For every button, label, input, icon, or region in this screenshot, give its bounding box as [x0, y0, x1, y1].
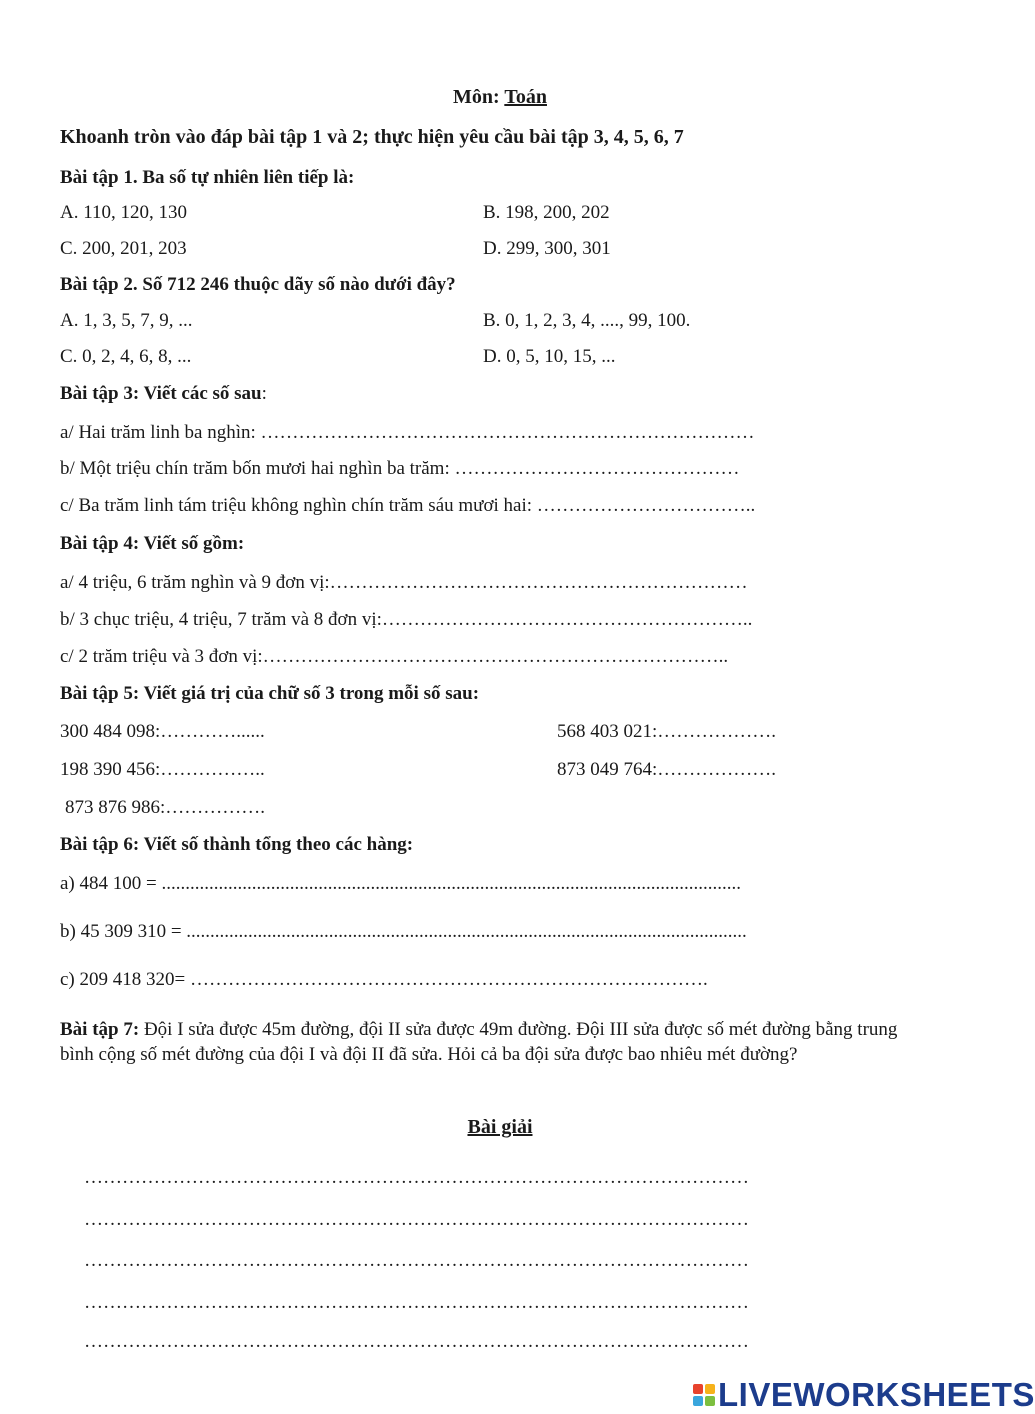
ex6-item-a[interactable]: a) 484 100 = .......................................................................................................................... [60, 873, 741, 894]
solution-line-5[interactable]: …………………………………………………………………………………………… [84, 1331, 749, 1352]
ex7-paragraph [60, 1017, 935, 1067]
ex3-item-a[interactable]: a/ Hai trăm linh ba nghìn: …………………………………………………………………… [60, 422, 755, 443]
instruction: Khoanh tròn vào đáp bài tập 1 và 2; thực hiện yêu cầu bài tập 3, 4, 5, 6, 7 [60, 126, 684, 148]
ex3-title-rest: Viết các số sau [139, 383, 262, 404]
logo-square-3 [693, 1396, 703, 1406]
ex5-item-5[interactable]: 873 876 986:……………. [65, 797, 266, 818]
ex3-title [60, 383, 267, 405]
subject-heading [0, 86, 1000, 109]
ex7-title: Bài tập 7: [60, 1019, 140, 1040]
ex5-item-2[interactable]: 568 403 021:………………. [557, 721, 777, 742]
liveworksheets-brand: LIVEWORKSHEETS [718, 1376, 1035, 1413]
ex2-title: Bài tập 2. Số 712 246 thuộc dãy số nào dưới đây? [60, 274, 456, 295]
logo-square-4 [705, 1396, 715, 1406]
ex4-item-a[interactable]: a/ 4 triệu, 6 trăm nghìn và 9 đơn vị:………………………………………………………… [60, 572, 748, 593]
ex4-item-c[interactable]: c/ 2 trăm triệu và 3 đơn vị:……………………………………………………………….. [60, 646, 729, 667]
ex2-option-a[interactable]: A. 1, 3, 5, 7, 9, ... [60, 310, 193, 331]
ex1-option-b[interactable]: B. 198, 200, 202 [483, 202, 610, 223]
ex3-item-b[interactable]: b/ Một triệu chín trăm bốn mươi hai nghìn ba trăm: ……………………………………… [60, 458, 740, 479]
solution-line-1[interactable]: …………………………………………………………………………………………… [84, 1167, 749, 1188]
ex5-item-1[interactable]: 300 484 098:…………...... [60, 721, 265, 742]
ex1-option-c[interactable]: C. 200, 201, 203 [60, 238, 187, 259]
ex4-title: Bài tập 4: Viết số gồm: [60, 533, 245, 554]
subject-label: Môn: [453, 86, 500, 108]
ex1-option-d[interactable]: D. 299, 300, 301 [483, 238, 611, 259]
ex3-item-c[interactable]: c/ Ba trăm linh tám triệu không nghìn chín trăm sáu mươi hai: …………………………….. [60, 495, 756, 516]
ex7-text: Đội I sửa được 45m đường, đội II sửa được 49m đường. Đội III sửa được số mét đường bằng trung bình cộng số mét đường của đội I và đội II đã sửa. Hỏi cả ba đội sửa được bao nhiêu mét đường? [60, 1019, 898, 1065]
ex2-option-c[interactable]: C. 0, 2, 4, 6, 8, ... [60, 346, 192, 367]
ex6-item-c[interactable]: c) 209 418 320= ………………………………………………………………………. [60, 969, 708, 990]
logo-square-2 [705, 1384, 715, 1394]
solution-heading: Bài giải [467, 1116, 533, 1138]
ex5-title: Bài tập 5: Viết giá trị của chữ số 3 trong mỗi số sau: [60, 683, 480, 704]
ex1-title: Bài tập 1. Ba số tự nhiên liên tiếp là: [60, 167, 355, 188]
solution-line-3[interactable]: …………………………………………………………………………………………… [84, 1250, 749, 1271]
ex1-option-a[interactable]: A. 110, 120, 130 [60, 202, 188, 223]
ex4-item-b[interactable]: b/ 3 chục triệu, 4 triệu, 7 trăm và 8 đơn vị:………………………………………………….. [60, 609, 753, 630]
logo-square-1 [693, 1384, 703, 1394]
ex6-title: Bài tập 6: Viết số thành tổng theo các hàng: [60, 834, 414, 855]
liveworksheets-logo-icon [693, 1384, 715, 1406]
ex2-option-b[interactable]: B. 0, 1, 2, 3, 4, ...., 99, 100. [483, 310, 691, 331]
ex3-title-colon: : [261, 383, 267, 404]
solution-line-4[interactable]: …………………………………………………………………………………………… [84, 1292, 749, 1313]
ex5-item-4[interactable]: 873 049 764:………………. [557, 759, 777, 780]
ex6-item-b[interactable]: b) 45 309 310 = ...................................................................................................................... [60, 921, 747, 942]
liveworksheets-logo[interactable] [693, 1376, 1035, 1414]
ex2-option-d[interactable]: D. 0, 5, 10, 15, ... [483, 346, 616, 367]
ex3-title-bold: Bài tập 3: [60, 383, 140, 404]
ex5-item-3[interactable]: 198 390 456:…………….. [60, 759, 265, 780]
solution-line-2[interactable]: …………………………………………………………………………………………… [84, 1209, 749, 1230]
subject-value: Toán [504, 86, 547, 108]
